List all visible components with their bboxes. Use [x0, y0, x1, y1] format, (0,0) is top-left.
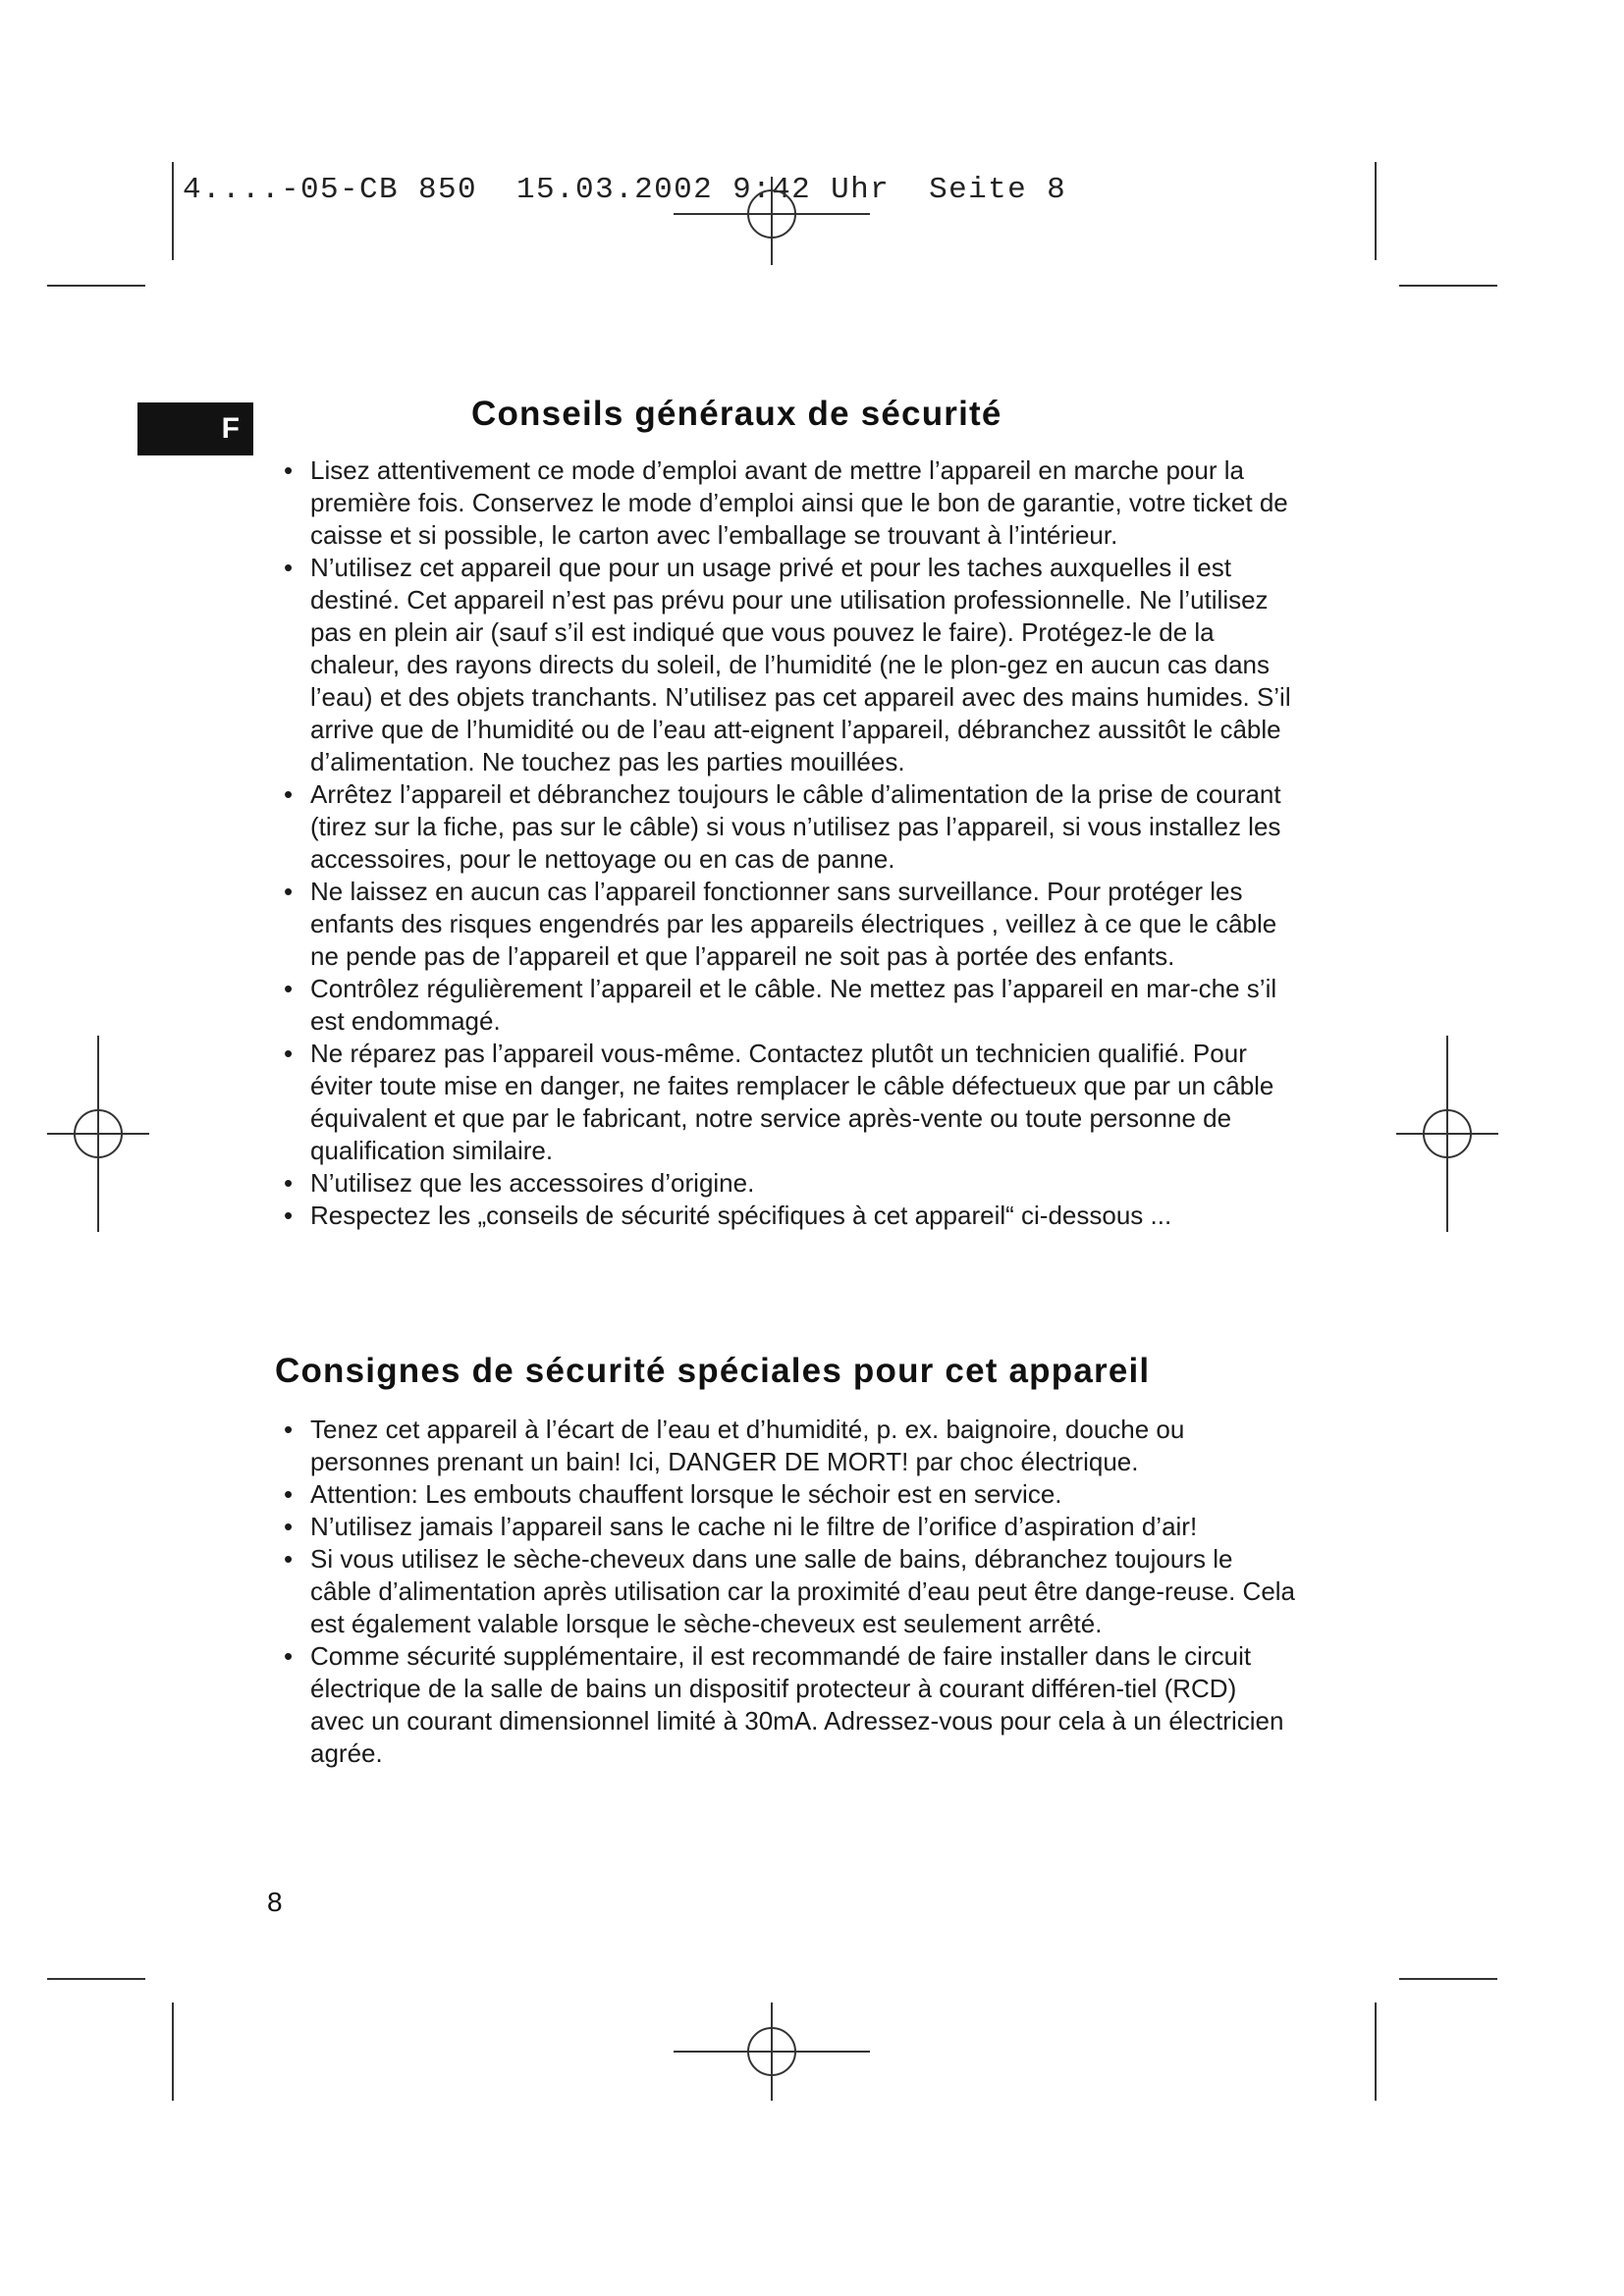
- list-item: • Ne laissez en aucun cas l’appareil fonctionner sans surveillance. Pour protéger les enfants des risques engendrés par les appareils électriques , veillez à ce que le câble ne pende pas de l’appareil et que l’appareil ne soit pas à portée des enfants.: [265, 876, 1296, 973]
- page-number: 8: [267, 1887, 283, 1917]
- list-item: • Attention: Les embouts chauffent lorsque le séchoir est en service.: [265, 1478, 1296, 1511]
- section-title-general-safety: Conseils généraux de sécurité: [471, 395, 1002, 433]
- registration-mark-right-icon: [1396, 1036, 1498, 1232]
- crop-mark-bottom-left-vertical: [172, 2002, 174, 2101]
- list-item: • Tenez cet appareil à l’écart de l’eau et d’humidité, p. ex. baignoire, douche ou personnes prenant un bain! Ici, DANGER DE MORT! par choc électrique.: [265, 1414, 1296, 1478]
- registration-mark-top-icon: [674, 177, 870, 265]
- registration-mark-left-icon: [47, 1036, 149, 1232]
- list-item: • Si vous utilisez le sèche-cheveux dans une salle de bains, débranchez toujours le câble d’alimentation après utilisation car la proximité d’eau peut être dange-reuse. Cela est également valable lorsque le sèche-cheveux est seulement arrêté.: [265, 1543, 1296, 1640]
- section-title-special-instructions: Consignes de sécurité spéciales pour cet appareil: [275, 1352, 1151, 1390]
- registration-mark-bottom-icon: [674, 2002, 870, 2101]
- language-tab: [137, 402, 253, 455]
- list-item: • N’utilisez que les accessoires d’origine.: [265, 1167, 1296, 1200]
- list-item: • Comme sécurité supplémentaire, il est recommandé de faire installer dans le circuit électrique de la salle de bains un dispositif protecteur à courant différen-tiel (RCD) avec un courant dimensionnel limité à 30mA. Adressez-vous pour cela à un électricien agrée.: [265, 1640, 1296, 1770]
- list-item: • N’utilisez jamais l’appareil sans le cache ni le filtre de l’orifice d’aspiration d’air!: [265, 1511, 1296, 1543]
- crop-mark-top-right-horizontal: [1399, 285, 1497, 287]
- crop-mark-top-left-horizontal: [47, 285, 145, 287]
- list-item: • Ne réparez pas l’appareil vous-même. Contactez plutôt un technicien qualifié. Pour éviter toute mise en danger, ne faites remplacer le câble défectueux que par un câble équivalent et que par le fabricant, notre service après-vente ou toute personne de qualification similaire.: [265, 1038, 1296, 1167]
- language-tab-label: F: [221, 412, 240, 445]
- crop-mark-bottom-left-horizontal: [47, 1978, 145, 1980]
- list-item: • Respectez les „conseils de sécurité spécifiques à cet appareil“ ci-dessous ...: [265, 1200, 1296, 1232]
- list-item: • N’utilisez cet appareil que pour un usage privé et pour les taches auxquelles il est destiné. Cet appareil n’est pas prévu pour une utilisation professionnelle. Ne l’utilisez pas en plein air (sauf s’il est indiqué que vous pouvez le faire). Protégez-le de la chaleur, des rayons directs du soleil, de l’humidité (ne le plon-gez en aucun cas dans l’eau) et des objets tranchants. N’utilisez pas cet appareil avec des mains humides. S’il arrive que de l’humidité ou de l’eau att-eignent l’appareil, débranchez aussitôt le câble d’alimentation. Ne touchez pas les parties mouillées.: [265, 552, 1296, 778]
- crop-mark-bottom-right-vertical: [1375, 2002, 1377, 2101]
- crop-mark-bottom-right-horizontal: [1399, 1978, 1497, 1980]
- print-slug: 4....-05-CB 850 15.03.2002 9:42 Uhr Seite 8: [183, 173, 1067, 207]
- general-safety-list: [265, 454, 1296, 1232]
- crop-mark-top-left-vertical: [172, 162, 174, 260]
- list-item: • Contrôlez régulièrement l’appareil et le câble. Ne mettez pas l’appareil en mar-che s’il est endommagé.: [265, 973, 1296, 1038]
- list-item: • Arrêtez l’appareil et débranchez toujours le câble d’alimentation de la prise de courant (tirez sur la fiche, pas sur le câble) si vous n’utilisez pas l’appareil, si vous installez les accessoires, pour le nettoyage ou en cas de panne.: [265, 778, 1296, 876]
- special-instructions-list: [265, 1414, 1296, 1770]
- list-item: • Lisez attentivement ce mode d’emploi avant de mettre l’appareil en marche pour la première fois. Conservez le mode d’emploi ainsi que le bon de garantie, votre ticket de caisse et si possible, le carton avec l’emballage se trouvant à l’intérieur.: [265, 454, 1296, 552]
- crop-mark-top-right-vertical: [1375, 162, 1377, 260]
